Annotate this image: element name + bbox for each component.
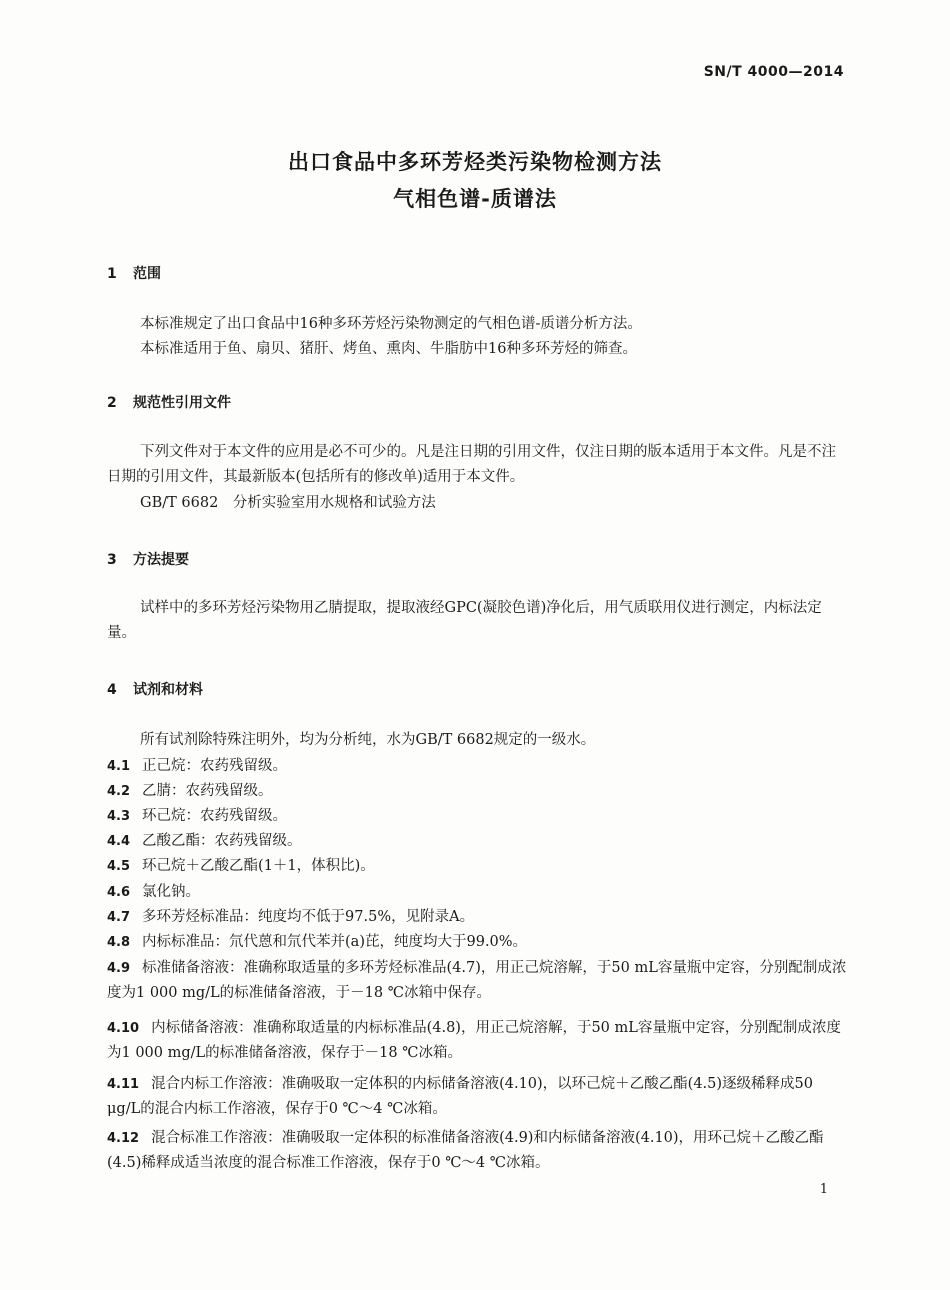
item-text: 标准储备溶液：准确称取适量的多环芳烃标准品(4.7)，用正己烷溶解，于50 mL容量瓶中定容，分别配制成浓度为1 000 mg/L的标准储备溶液，于－18 ℃冰箱中保存。 bbox=[107, 960, 847, 1001]
item-text: 混合标准工作溶液：准确吸取一定体积的标准储备溶液(4.9)和内标储备溶液(4.10)，用环己烷＋乙酸乙酯(4.5)稀释成适当浓度的混合标准工作溶液，保存于0 ℃～4 ℃冰箱。 bbox=[107, 1130, 824, 1171]
item-number: 4.3 bbox=[107, 809, 131, 824]
item-text: 混合内标工作溶液：准确吸取一定体积的内标储备溶液(4.10)，以环己烷＋乙酸乙酯(4.5)逐级稀释成50 μg/L的混合内标工作溶液，保存于0 ℃～4 ℃冰箱。 bbox=[107, 1076, 813, 1117]
section-heading-scope bbox=[107, 263, 161, 283]
item-number: 4.7 bbox=[107, 910, 131, 925]
item-text: 多环芳烃标准品：纯度均不低于97.5%，见附录A。 bbox=[142, 909, 475, 925]
item-number: 4.10 bbox=[107, 1021, 140, 1036]
item-number: 4.12 bbox=[107, 1131, 140, 1146]
list-item bbox=[107, 754, 847, 779]
section-title: 试剂和材料 bbox=[133, 682, 203, 698]
list-item bbox=[107, 804, 847, 829]
item-text: 环己烷：农药残留级。 bbox=[142, 808, 288, 824]
section-number: 2 bbox=[107, 395, 117, 411]
list-item bbox=[107, 905, 847, 930]
paragraph: 下列文件对于本文件的应用是必不可少的。凡是注日期的引用文件，仅注日期的版本适用于本文件。凡是不注日期的引用文件，其最新版本(包括所有的修改单)适用于本文件。 bbox=[107, 444, 836, 485]
list-item bbox=[107, 1126, 847, 1176]
section-heading-reagents bbox=[107, 679, 203, 699]
list-item bbox=[107, 1072, 847, 1122]
item-number: 4.11 bbox=[107, 1077, 140, 1092]
paragraph: 所有试剂除特殊注明外，均为分析纯，水为GB/T 6682规定的一级水。 bbox=[140, 732, 596, 748]
item-text: 内标储备溶液：准确称取适量的内标标准品(4.8)，用正己烷溶解，于50 mL容量瓶中定容，分别配制成浓度为1 000 mg/L的标准储备溶液，保存于－18 ℃冰箱。 bbox=[107, 1020, 841, 1061]
item-number: 4.4 bbox=[107, 834, 131, 849]
document-title: 出口食品中多环芳烃类污染物检测方法 bbox=[288, 150, 662, 174]
standard-code: SN/T 4000—2014 bbox=[703, 64, 844, 80]
section-number: 1 bbox=[107, 266, 117, 282]
list-item bbox=[107, 779, 847, 804]
item-text: 乙腈：农药残留级。 bbox=[142, 783, 273, 799]
section-title: 范围 bbox=[133, 266, 161, 282]
section-number: 4 bbox=[107, 682, 117, 698]
item-text: 环己烷＋乙酸乙酯(1＋1，体积比)。 bbox=[142, 858, 375, 874]
item-text: 正己烷：农药残留级。 bbox=[142, 758, 288, 774]
list-item bbox=[107, 1016, 847, 1066]
page-number: 1 bbox=[819, 1182, 828, 1197]
document-subtitle: 气相色谱-质谱法 bbox=[393, 187, 557, 211]
section-heading-references bbox=[107, 392, 231, 412]
item-number: 4.9 bbox=[107, 961, 131, 976]
section-number: 3 bbox=[107, 552, 117, 568]
section-title: 规范性引用文件 bbox=[133, 395, 231, 411]
paragraph: 本标准适用于鱼、扇贝、猪肝、烤鱼、熏肉、牛脂肪中16种多环芳烃的筛查。 bbox=[140, 341, 637, 357]
item-text: 氯化钠。 bbox=[142, 884, 201, 900]
list-item bbox=[107, 829, 847, 854]
item-number: 4.2 bbox=[107, 784, 131, 799]
item-text: 内标标准品：氘代蒽和氘代苯并(a)芘，纯度均大于99.0%。 bbox=[142, 934, 528, 950]
paragraph: 本标准规定了出口食品中16种多环芳烃污染物测定的气相色谱-质谱分析方法。 bbox=[140, 316, 642, 332]
list-item bbox=[107, 930, 847, 955]
item-number: 4.5 bbox=[107, 859, 131, 874]
list-item bbox=[107, 956, 847, 1006]
list-item bbox=[107, 880, 847, 905]
paragraph: 试样中的多环芳烃污染物用乙腈提取，提取液经GPC(凝胶色谱)净化后，用气质联用仪进行测定，内标法定量。 bbox=[107, 600, 822, 641]
section-title: 方法提要 bbox=[133, 552, 189, 568]
item-number: 4.1 bbox=[107, 759, 131, 774]
section-heading-method bbox=[107, 549, 189, 569]
item-text: 乙酸乙酯：农药残留级。 bbox=[142, 833, 302, 849]
list-item bbox=[107, 854, 847, 879]
item-number: 4.8 bbox=[107, 935, 131, 950]
item-number: 4.6 bbox=[107, 885, 131, 900]
reference-item: GB/T 6682 分析实验室用水规格和试验方法 bbox=[140, 495, 436, 511]
